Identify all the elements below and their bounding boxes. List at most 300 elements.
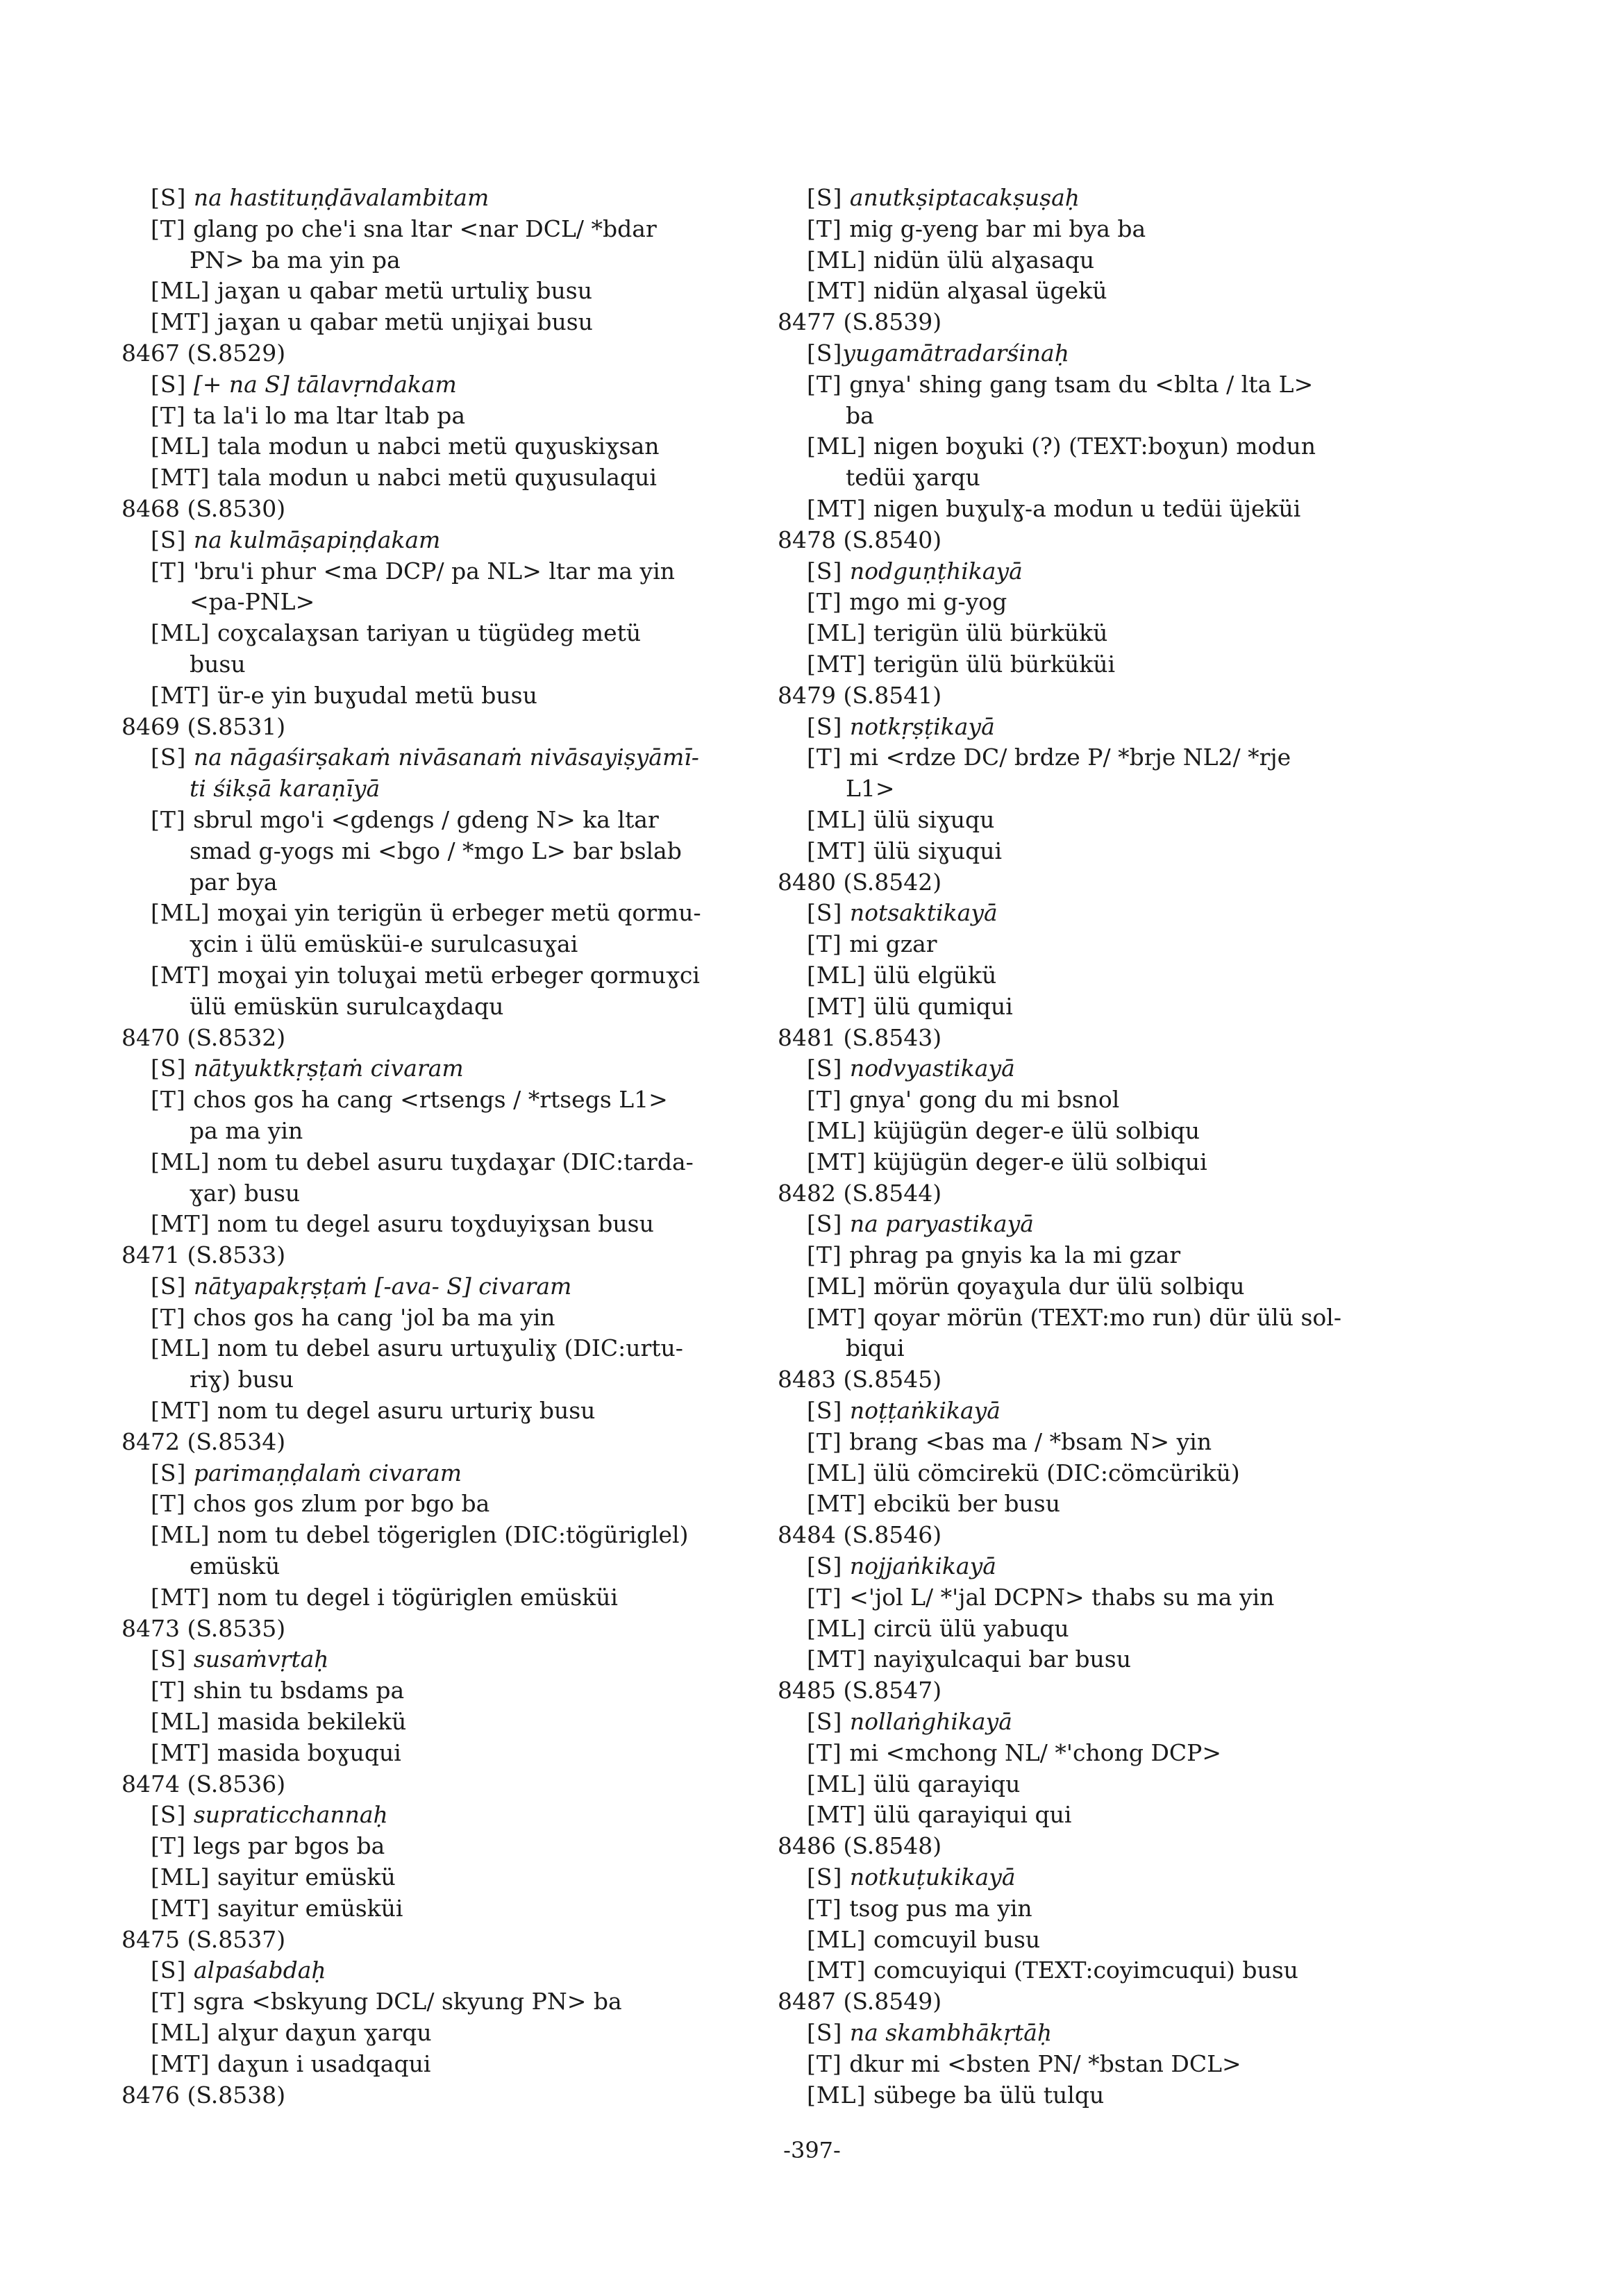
field-line (122, 2018, 760, 2049)
field-line (778, 183, 1423, 214)
field-tag: [MT] (151, 464, 210, 492)
field-tag: [S] (151, 184, 187, 211)
entry-number (778, 1831, 1423, 1862)
field-tag: [T] (807, 744, 842, 771)
line-text: tedüi ɣarqu (846, 464, 980, 492)
line-text: ülü qarayiqui qui (866, 1801, 1072, 1829)
line-text: 8468 (S.8530) (122, 494, 286, 522)
field-tag: [ML] (807, 2081, 867, 2109)
right-column (778, 183, 1423, 2111)
continuation-line (778, 462, 1423, 494)
line-text: gnya' shing gang tsam du <blta / lta L> (842, 370, 1314, 398)
line-text: tala modun u nabci metü quɣusulaqui (210, 464, 657, 492)
field-tag: [ML] (151, 433, 210, 460)
line-text: par bya (190, 868, 278, 896)
line-text: chos gos ha cang 'jol ba ma yin (185, 1303, 555, 1331)
line-text: ti śikṣā karaṇīyā (190, 775, 380, 803)
line-text: ülü siɣuqu (866, 805, 995, 833)
line-text: moɣai yin terigün ü erbeger metü qormu- (210, 899, 701, 927)
field-line (778, 431, 1423, 462)
entry-number (122, 1925, 760, 1956)
field-tag: [T] (151, 557, 186, 585)
line-text: daɣun i usadqaqui (210, 2050, 431, 2077)
continuation-line (122, 867, 760, 898)
field-tag: [T] (807, 1241, 842, 1269)
line-text: mörün qoyaɣula dur ülü solbiqu (866, 1272, 1245, 1300)
line-text: alpaśabdaḥ (186, 1956, 326, 1984)
field-tag: [MT] (807, 494, 867, 522)
continuation-line (778, 1333, 1423, 1364)
field-line (122, 1147, 760, 1178)
continuation-line (122, 1551, 760, 1582)
line-text: nom tu debel asuru urtuɣuliɣ (DIC:urtu- (210, 1334, 683, 1362)
line-text: mi <mchong NL/ *'chong DCP> (842, 1738, 1222, 1766)
field-line (778, 1489, 1423, 1520)
line-text: ba (846, 401, 874, 429)
field-tag: [ML] (151, 1708, 210, 1736)
field-tag: [S] (807, 2019, 843, 2047)
field-line (778, 960, 1423, 991)
field-line (778, 1209, 1423, 1240)
field-line (778, 369, 1423, 401)
line-text: ülü qarayiqu (866, 1770, 1021, 1798)
field-tag: [ML] (151, 1863, 210, 1891)
continuation-line (122, 1364, 760, 1396)
field-line (122, 805, 760, 836)
field-tag: [T] (807, 1086, 842, 1114)
field-tag: [S] (807, 1397, 843, 1425)
line-text: na skambhākṛtāḥ (842, 2019, 1053, 2047)
line-text: mi <rdze DC/ brdze P/ *brje NL2/ *rje (842, 744, 1291, 771)
line-text: ülü cömcirekü (DIC:cömcürikü) (866, 1459, 1240, 1486)
field-line (778, 1302, 1423, 1334)
left-column (122, 183, 760, 2111)
field-line (778, 742, 1423, 773)
field-line (122, 431, 760, 462)
field-tag: [MT] (807, 1303, 867, 1331)
field-tag: [MT] (151, 1738, 210, 1766)
field-line (122, 1489, 760, 1520)
field-line (122, 1458, 760, 1489)
field-tag: [MT] (151, 681, 210, 709)
field-line (778, 494, 1423, 525)
line-text: <pa-PNL> (190, 588, 315, 616)
line-text: 8471 (S.8533) (122, 1241, 286, 1269)
line-text: 8474 (S.8536) (122, 1770, 286, 1798)
line-text: nātyuktkṛṣṭaṁ civaram (186, 1055, 464, 1082)
entry-number (122, 2080, 760, 2111)
field-line (122, 1738, 760, 1769)
continuation-line (122, 1178, 760, 1209)
field-tag: [S] (151, 526, 187, 553)
entry-number (122, 712, 760, 743)
line-text: 8483 (S.8545) (778, 1366, 942, 1393)
field-line (778, 1738, 1423, 1769)
field-line (778, 1116, 1423, 1147)
line-text: comcuyil busu (866, 1925, 1041, 1953)
field-line (778, 1147, 1423, 1178)
field-line (778, 2049, 1423, 2080)
line-text: moɣai yin toluɣai metü erbeger qormuɣci (210, 961, 700, 989)
field-tag: [ML] (807, 1770, 867, 1798)
line-text: nom tu degel asuru urturiɣ busu (210, 1397, 596, 1425)
line-text: sayitur emüsküi (210, 1894, 403, 1922)
field-tag: [S] (807, 1055, 843, 1082)
field-tag: [MT] (807, 1490, 867, 1518)
line-text: ɣcin i ülü emüsküi-e surulcasuɣai (190, 930, 578, 958)
field-line (778, 649, 1423, 680)
field-line (122, 618, 760, 649)
field-tag: [MT] (807, 650, 867, 678)
field-tag: [S] (151, 1801, 187, 1829)
line-text: terigün ülü bürkükü (866, 619, 1108, 647)
field-tag: [T] (807, 930, 842, 958)
field-line (778, 245, 1423, 276)
field-tag: [MT] (151, 2050, 210, 2077)
line-text: coɣcalaɣsan tariyan u tügüdeg metü (210, 619, 642, 647)
entry-number (122, 338, 760, 369)
page-number: -397- (783, 2137, 841, 2163)
field-line (122, 1707, 760, 1738)
entry-number (122, 494, 760, 525)
line-text: phrag pa gnyis ka la mi gzar (842, 1241, 1181, 1269)
field-line (778, 1955, 1423, 1986)
line-text: ülü siɣuqui (866, 837, 1003, 864)
field-tag: [S] (807, 1210, 843, 1238)
field-line (778, 556, 1423, 587)
field-line (778, 898, 1423, 929)
entry-number (778, 1986, 1423, 2018)
line-text: tsog pus ma yin (842, 1894, 1032, 1922)
line-text: na kulmāṣapiṇḍakam (186, 526, 441, 553)
field-line (778, 1707, 1423, 1738)
line-text: susaṁvṛtaḥ (186, 1645, 329, 1673)
field-tag: [MT] (151, 1583, 210, 1611)
continuation-line (122, 649, 760, 680)
line-text: <'jol L/ *'jal DCPN> thabs su ma yin (842, 1583, 1275, 1611)
field-tag: [S] (151, 370, 187, 398)
continuation-line (122, 773, 760, 805)
line-text: anutkṣiptacakṣuṣaḥ (842, 184, 1080, 211)
line-text: [+ na S] tālavṛndakam (186, 370, 457, 398)
line-text: nodvyastikayā (842, 1055, 1015, 1082)
line-text: yugamātradarśinaḥ (842, 339, 1069, 367)
field-tag: [ML] (151, 619, 210, 647)
field-line (122, 742, 760, 773)
line-text: notkuṭukikayā (842, 1863, 1016, 1891)
entry-number (122, 1769, 760, 1800)
line-text: nollaṅghikayā (842, 1708, 1012, 1736)
line-text: mi gzar (842, 930, 937, 958)
field-line (778, 805, 1423, 836)
line-text: brang <bas ma / *bsam N> yin (842, 1427, 1212, 1455)
line-text: nom tu debel tögeriglen (DIC:tögüriglel) (210, 1521, 689, 1549)
line-text: circü ülü yabuqu (866, 1614, 1069, 1642)
line-text: 8481 (S.8543) (778, 1023, 942, 1051)
field-tag: [S] (151, 1459, 187, 1486)
entry-number (122, 1023, 760, 1054)
field-line (778, 618, 1423, 649)
field-line (778, 1551, 1423, 1582)
continuation-line (122, 836, 760, 867)
field-tag: [T] (807, 2050, 842, 2077)
line-text: masida boɣuqui (210, 1738, 401, 1766)
field-tag: [ML] (807, 1614, 867, 1642)
field-line (122, 1955, 760, 1986)
field-tag: [ML] (807, 246, 867, 274)
field-line (778, 1427, 1423, 1458)
line-text: 8485 (S.8547) (778, 1677, 942, 1704)
line-text: nojjaṅkikayā (842, 1552, 996, 1580)
line-text: nigen boɣuki (?) (TEXT:boɣun) modun (866, 433, 1316, 460)
line-text: legs par bgos ba (185, 1832, 385, 1860)
field-tag: [MT] (807, 1148, 867, 1175)
line-text: tala modun u nabci metü quɣuskiɣsan (210, 433, 660, 460)
line-text: chos gos ha cang <rtsengs / *rtsegs L1> (185, 1086, 668, 1114)
field-tag: [S] (151, 744, 187, 771)
entry-number (778, 307, 1423, 338)
line-text: ɣar) busu (190, 1179, 301, 1207)
field-tag: [T] (807, 1894, 842, 1922)
line-text: riɣ) busu (190, 1366, 294, 1393)
line-text: busu (190, 650, 246, 678)
line-text: sübege ba ülü tulqu (866, 2081, 1105, 2109)
entry-number (778, 1178, 1423, 1209)
line-text: qoyar mörün (TEXT:mo run) dür ülü sol- (866, 1303, 1341, 1331)
line-text: masida bekilekü (210, 1708, 407, 1736)
line-text: ta la'i lo ma ltar ltab pa (185, 401, 466, 429)
field-tag: [S] (807, 712, 843, 740)
line-text: 'bru'i phur <ma DCP/ pa NL> ltar ma yin (185, 557, 675, 585)
field-tag: [S] (151, 1956, 187, 1984)
line-text: notkṛṣṭikayā (842, 712, 995, 740)
field-tag: [ML] (807, 805, 867, 833)
line-text: nom tu degel i tögüriglen emüsküi (210, 1583, 618, 1611)
field-line (778, 1582, 1423, 1614)
field-tag: [ML] (151, 899, 210, 927)
line-text: alɣur daɣun ɣarqu (210, 2019, 432, 2047)
line-text: 8476 (S.8538) (122, 2081, 286, 2109)
continuation-line (122, 245, 760, 276)
field-tag: [ML] (807, 619, 867, 647)
line-text: 8478 (S.8540) (778, 526, 942, 553)
line-text: nidün alɣasal ügekü (866, 277, 1107, 305)
line-text: sayitur emüskü (210, 1863, 396, 1891)
field-line (122, 525, 760, 556)
line-text: 8486 (S.8548) (778, 1832, 942, 1860)
line-text: ülü elgükü (866, 961, 997, 989)
field-tag: [T] (807, 215, 842, 242)
line-text: biqui (846, 1334, 905, 1362)
field-line (122, 1862, 760, 1893)
field-tag: [MT] (807, 1801, 867, 1829)
line-text: 8473 (S.8535) (122, 1614, 286, 1642)
line-text: 8487 (S.8549) (778, 1988, 942, 2016)
field-tag: [S] (807, 184, 843, 211)
line-text: na paryastikayā (842, 1210, 1034, 1238)
field-tag: [S] (807, 1552, 843, 1580)
field-tag: [MT] (807, 277, 867, 305)
line-text: smad g-yogs mi <bgo / *mgo L> bar bslab (190, 837, 682, 864)
line-text: comcuyiqui (TEXT:coyimcuqui) busu (866, 1956, 1298, 1984)
line-text: nigen buɣulɣ-a modun u tedüi üjeküi (866, 494, 1301, 522)
line-text: emüskü (190, 1552, 281, 1580)
field-tag: [T] (807, 370, 842, 398)
field-tag: [MT] (807, 992, 867, 1020)
field-line (122, 214, 760, 245)
continuation-line (122, 1116, 760, 1147)
field-line (122, 680, 760, 712)
line-text: sgra <bskyung DCL/ skyung PN> ba (185, 1988, 622, 2016)
field-tag: [ML] (807, 1272, 867, 1300)
field-tag: [ML] (151, 277, 210, 305)
field-line (122, 369, 760, 401)
field-line (122, 401, 760, 432)
line-text: notsaktikayā (842, 899, 998, 927)
line-text: jaɣan u qabar metü urtuliɣ busu (210, 277, 592, 305)
continuation-line (122, 991, 760, 1023)
line-text: gnya' gong du mi bsnol (842, 1086, 1120, 1114)
field-tag: [MT] (151, 1397, 210, 1425)
line-text: ülü emüskün surulcaɣdaqu (190, 992, 504, 1020)
field-line (778, 338, 1423, 369)
field-tag: [T] (151, 1303, 186, 1331)
field-tag: [T] (151, 215, 186, 242)
field-line (122, 960, 760, 991)
field-line (778, 587, 1423, 618)
field-line (778, 1862, 1423, 1893)
field-line (122, 556, 760, 587)
entry-number (778, 1675, 1423, 1707)
line-text: shin tu bsdams pa (185, 1677, 405, 1704)
line-text: 8470 (S.8532) (122, 1023, 286, 1051)
line-text: noṭṭaṅkikayā (842, 1397, 1001, 1425)
entry-number (122, 1427, 760, 1458)
line-text: ür-e yin buɣudal metü busu (210, 681, 537, 709)
field-line (778, 1769, 1423, 1800)
field-line (778, 1271, 1423, 1302)
field-line (122, 2049, 760, 2080)
line-text: dkur mi <bsten PN/ *bstan DCL> (842, 2050, 1241, 2077)
field-tag: [T] (807, 588, 842, 616)
line-text: 8475 (S.8537) (122, 1925, 286, 1953)
field-tag: [S] (807, 557, 843, 585)
continuation-line (122, 587, 760, 618)
field-line (778, 991, 1423, 1023)
field-tag: [S] (807, 1863, 843, 1891)
field-tag: [MT] (151, 961, 210, 989)
field-line (122, 1675, 760, 1707)
line-text: 8479 (S.8541) (778, 681, 942, 709)
line-text: 8484 (S.8546) (778, 1521, 942, 1549)
field-line (778, 1240, 1423, 1271)
field-tag: [T] (151, 1988, 186, 2016)
entry-number (122, 1240, 760, 1271)
field-line (122, 1893, 760, 1925)
line-text: nodguṇṭhikayā (842, 557, 1023, 585)
field-tag: [MT] (151, 1210, 210, 1238)
field-line (778, 1084, 1423, 1116)
line-text: nom tu debel asuru tuɣdaɣar (DIC:tarda- (210, 1148, 694, 1175)
field-tag: [T] (807, 1738, 842, 1766)
line-text: 8467 (S.8529) (122, 339, 286, 367)
field-line (122, 1986, 760, 2018)
field-line (778, 1458, 1423, 1489)
field-tag: [T] (807, 1427, 842, 1455)
line-text: glang po che'i sna ltar <nar DCL/ *bdar (185, 215, 657, 242)
line-text: pa ma yin (190, 1116, 303, 1144)
continuation-line (778, 401, 1423, 432)
field-tag: [MT] (807, 1645, 867, 1673)
field-line (122, 1582, 760, 1614)
field-line (778, 2018, 1423, 2049)
field-line (778, 1644, 1423, 1675)
field-tag: [ML] (151, 1148, 210, 1175)
field-line (122, 276, 760, 307)
field-line (778, 836, 1423, 867)
line-text: 8472 (S.8534) (122, 1427, 286, 1455)
field-line (122, 898, 760, 929)
line-text: na nāgaśirṣakaṁ nivāsanaṁ nivāsayiṣyāmī- (186, 744, 699, 771)
entry-number (778, 1364, 1423, 1396)
line-text: küjügün deger-e ülü solbiqu (866, 1116, 1200, 1144)
field-tag: [MT] (151, 1894, 210, 1922)
line-text: 8469 (S.8531) (122, 712, 286, 740)
entry-number (778, 680, 1423, 712)
field-tag: [T] (151, 1832, 186, 1860)
field-line (778, 1396, 1423, 1427)
field-line (122, 307, 760, 338)
field-line (778, 712, 1423, 743)
line-text: sbrul mgo'i <gdengs / gdeng N> ka ltar (185, 805, 659, 833)
line-text: nātyapakṛṣṭaṁ [-ava- S] civaram (186, 1272, 572, 1300)
field-line (778, 1893, 1423, 1925)
field-line (122, 462, 760, 494)
line-text: ülü qumiqui (866, 992, 1013, 1020)
field-tag: [ML] (807, 1925, 867, 1953)
field-tag: [ML] (151, 2019, 210, 2047)
line-text: 8477 (S.8539) (778, 308, 942, 336)
line-text: 8482 (S.8544) (778, 1179, 942, 1207)
entry-number (778, 1023, 1423, 1054)
field-tag: [MT] (807, 837, 867, 864)
field-line (122, 1084, 760, 1116)
field-tag: [ML] (807, 433, 867, 460)
entry-number (778, 525, 1423, 556)
field-line (122, 1053, 760, 1084)
field-tag: [S] (807, 899, 843, 927)
field-line (122, 1209, 760, 1240)
line-text: ebcikü ber busu (866, 1490, 1060, 1518)
line-text: jaɣan u qabar metü unjiɣai busu (210, 308, 593, 336)
entry-number (122, 1614, 760, 1645)
field-tag: [T] (151, 805, 186, 833)
field-tag: [S] (807, 1708, 843, 1736)
field-tag: [ML] (807, 961, 867, 989)
line-text: nayiɣulcaqui bar busu (866, 1645, 1131, 1673)
line-text: 8480 (S.8542) (778, 868, 942, 896)
field-tag: [ML] (807, 1116, 867, 1144)
field-line (122, 1644, 760, 1675)
field-line (122, 1396, 760, 1427)
field-tag: [T] (151, 1677, 186, 1704)
line-text: mgo mi g-yog (842, 588, 1007, 616)
continuation-line (778, 773, 1423, 805)
field-tag: [S] (151, 1055, 187, 1082)
field-line (778, 1053, 1423, 1084)
line-text: na hastituṇḍāvalambitam (186, 184, 489, 211)
field-line (778, 276, 1423, 307)
